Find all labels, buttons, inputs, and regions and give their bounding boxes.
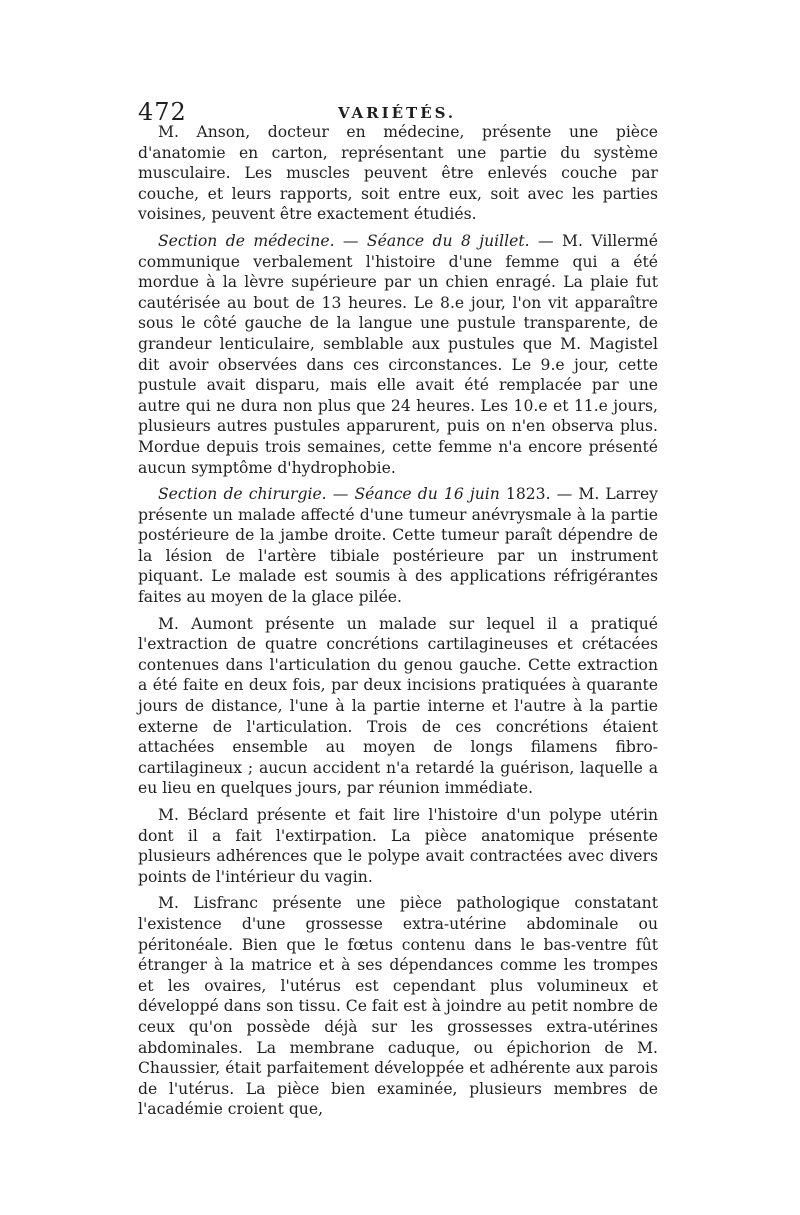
paragraph-aumont	[138, 614, 658, 799]
text-run: M. Anson, docteur en médecine, présente une pièce d'anatomie en carton, représentant une partie du système musculaire. Les muscles peuvent être enlevés couche par couche, et leurs rapports, soit entre eux, soit avec les parties voisines, peuvent être exactement étudiés.	[138, 123, 658, 224]
paragraph-beclard	[138, 805, 658, 887]
paragraph-anson	[138, 122, 658, 225]
running-title: VARIÉTÉS.	[338, 104, 457, 122]
section-heading: Section de médecine. — Séance du 8 juillet.	[158, 231, 530, 250]
body-text	[138, 122, 658, 1126]
paragraph-villerme	[138, 231, 658, 478]
paragraph-lisfranc	[138, 893, 658, 1120]
paragraph-larrey	[138, 484, 658, 608]
text-run: — M. Villermé communique verbalement l'histoire d'une femme qui a été mordue à la lèvre supérieure par un chien enragé. La plaie fut cautérisée au bout de 13 heures. Le 8.e jour, l'on vit apparaître sous le côté gauche de la langue une pustule transparente, de grandeur lenticulaire, semblable aux pustules que M. Magistel dit avoir observées dans ces circonstances. Le 9.e jour, cette pustule avait disparu, mais elle avait été remplacée par une autre qui ne dura non plus que 24 heures. Les 10.e et 11.e jours, plusieurs autres pustules apparurent, puis on n'en observa plus. Mordue depuis trois semaines, cette femme n'a encore présenté aucun symptôme d'hydrophobie.	[138, 231, 658, 477]
section-heading: Section de chirurgie. — Séance du 16 juin	[158, 485, 500, 504]
page-number: 472	[138, 98, 187, 126]
text-run: M. Béclard présente et fait lire l'histoire d'un polype utérin dont il a fait l'extirpation. La pièce anatomique présente plusieurs adhérences que le polype avait contractées avec divers points de l'intérieur du vagin.	[138, 806, 658, 886]
text-run: M. Aumont présente un malade sur lequel il a pratiqué l'extraction de quatre concrétions cartilagineuses et crétacées contenues dans l'articulation du genou gauche. Cette extraction a été faite en deux fois, par deux incisions pratiquées à quarante jours de distance, l'une à la partie interne et l'autre à la partie externe de l'articulation. Trois de ces concrétions étaient attachées ensemble au moyen de longs filamens fibro-cartilagineux ; aucun accident n'a retardé la guérison, laquelle a eu lieu en quelques jours, par réunion immédiate.	[138, 614, 658, 798]
text-run: M. Lisfranc présente une pièce pathologique constatant l'existence d'une grossesse extra-utérine abdominale ou péritonéale. Bien que le fœtus contenu dans le bas-ventre fût étranger à la matrice et à ses dépendances comme les trompes et les ovaires, l'utérus est cependant plus volumineux et développé dans son tissu. Ce fait est à joindre au petit nombre de ceux qu'on possède déjà sur les grossesses extra-utérines abdominales. La membrane caduque, ou épichorion de M. Chaussier, était parfaitement développée et adhérente aux parois de l'utérus. La pièce bien examinée, plusieurs membres de l'académie croient que,	[138, 894, 658, 1119]
text-run: 1823. — M. Larrey présente un malade affecté d'une tumeur anévrysmale à la partie postérieure de la jambe droite. Cette tumeur paraît dépendre de la lésion de l'artère tibiale postérieure par un instrument piquant. Le malade est soumis à des applications réfrigérantes faites au moyen de la glace pilée.	[138, 485, 658, 607]
